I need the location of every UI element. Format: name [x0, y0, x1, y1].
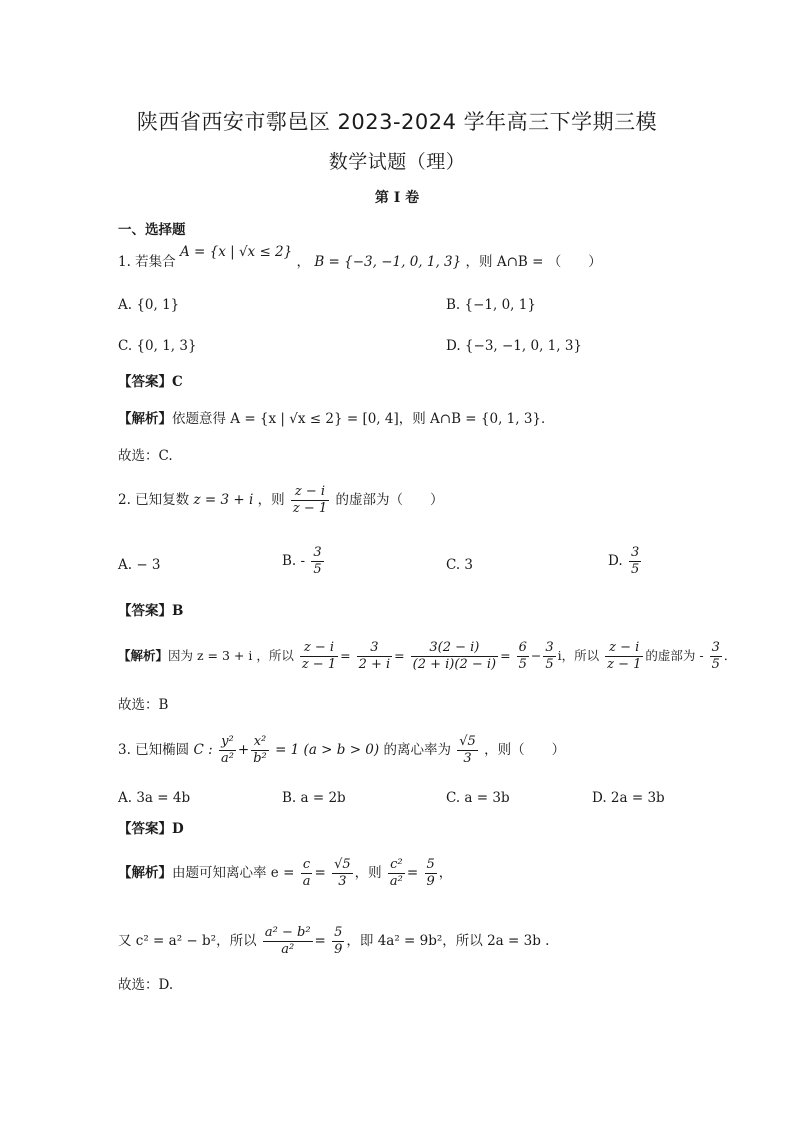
q3-analysis-2: 又 c² = a² − b²，所以 $\frac{\text{a² − b²}}{\text{a²}}$ = $\frac{5}{9}$ ，即 4a² = 9b²，所以 2a = 3b .	[118, 925, 550, 957]
q2-answer: 【答案】B	[118, 603, 184, 619]
q3-option-c: C. a = 3b	[446, 790, 510, 806]
q1-option-c: C. {0, 1, 3}	[118, 338, 197, 354]
q2-option-c: C. 3	[446, 557, 474, 573]
document-title: 陕西省西安市鄠邑区 2023-2024 学年高三下学期三模	[136, 110, 658, 134]
q1-option-d: D. {−3, −1, 0, 1, 3}	[446, 338, 583, 354]
q1-ask: ，则 A∩B = （ ）	[465, 254, 602, 270]
q3-option-d: D. 2a = 3b	[592, 790, 665, 806]
q2-mid: ，则	[257, 492, 285, 508]
question-3: 3. 已知椭圆 C : $\frac{\text{y²}}{\text{a²}}$ + $\frac{\text{x²}}{\text{b²}}$ = 1 (a > b > 0) 的离心率为 $\frac{√5}{3}$ ，则（ ）	[118, 734, 566, 766]
q2-fraction: $\frac{z - i}{z - 1}$	[292, 484, 328, 516]
section-heading: 一、选择题	[118, 222, 186, 238]
q1-prefix: 1. 若集合	[118, 254, 176, 270]
q2-prefix: 2. 已知复数	[118, 492, 190, 508]
q1-analysis-text: 依题意得 A = {x | √x ≤ 2} = [0, 4]，则 A∩B = {0, 1, 3}．	[172, 411, 555, 427]
q1-option-a: A. {0, 1}	[118, 297, 180, 313]
q2-z: z = 3 + i	[193, 492, 254, 508]
q3-option-a: A. 3a = 4b	[118, 790, 191, 806]
q1-analysis-label: 【解析】	[118, 411, 172, 427]
q3-answer: 【答案】D	[118, 821, 184, 837]
question-1: 1. 若集合 A = {x | √x ≤ 2} ， B = {−3, −1, 0, 1, 3} ，则 A∩B = （ ）	[118, 244, 602, 270]
q3-analysis-1: 【解析】由题可知离心率 e = $\frac{c}{a}$ = $\frac{√5}{3}$ ，则 $\frac{\text{c²}}{\text{a²}}$ = $\frac{5}{9}$ ，	[118, 857, 453, 889]
volume-label: 第 I 卷	[374, 190, 420, 206]
q2-ask: 的虚部为（ ）	[335, 492, 444, 508]
q1-set-b: B = {−3, −1, 0, 1, 3}	[314, 254, 462, 270]
q2-conclusion: 故选：B	[118, 697, 169, 713]
q2-option-a: A. − 3	[118, 557, 161, 573]
q1-analysis	[118, 410, 555, 428]
document-subtitle: 数学试题（理）	[328, 151, 466, 173]
q2-option-b: B. - $\frac{3}{5}$	[282, 545, 322, 577]
q2-option-d: D. $\frac{3}{5}$	[608, 545, 640, 577]
q1-conclusion: 故选：C.	[118, 448, 173, 464]
q3-conclusion: 故选：D.	[118, 977, 174, 993]
q1-option-b: B. {−1, 0, 1}	[446, 297, 536, 313]
question-2	[118, 484, 443, 524]
q3-option-b: B. a = 2b	[282, 790, 346, 806]
q2-analysis: 【解析】因为 z = 3 + i ，所以 $\frac{z - i}{z - 1}$ = $\frac{3}{2 + i}$ = $\frac{3(2 - i)}{(2 + i)(2 - i)}$ = $\frac{6}{5}$ − $\frac{3}{5}$ i，所以 $\frac{z - i}{z - 1}$ 的虚部为 - $\frac{3}{5}$ ．	[118, 640, 737, 672]
q1-set-a: A = {x | √x ≤ 2}	[179, 244, 293, 260]
q1-answer: 【答案】C	[118, 374, 183, 390]
